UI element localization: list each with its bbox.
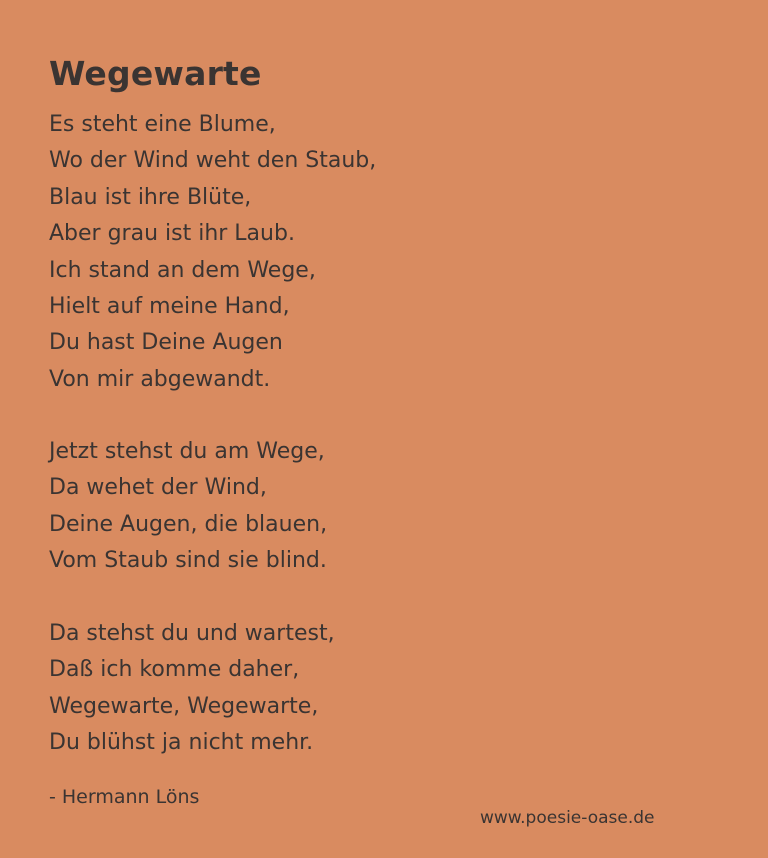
poem-line: Aber grau ist ihr Laub. — [49, 221, 295, 247]
stanza-3 — [49, 616, 335, 762]
poem-line: Du blühst ja nicht mehr. — [49, 730, 314, 756]
poem-line: Deine Augen, die blauen, — [49, 511, 328, 537]
poem-line: Blau ist ihre Blüte, — [49, 184, 252, 210]
poem-line: Daß ich komme daher, — [49, 657, 300, 683]
poem-line: Ich stand an dem Wege, — [49, 257, 316, 283]
stanza-1 — [49, 107, 376, 398]
poem-line: Jetzt stehst du am Wege, — [49, 439, 325, 464]
poem-line: Wo der Wind weht den Staub, — [49, 148, 377, 174]
stanza-2 — [49, 434, 327, 580]
poem-line: Da stehst du und wartest, — [49, 621, 335, 646]
poem-line: Wegewarte, Wegewarte, — [49, 693, 319, 719]
poem-line: Vom Staub sind sie blind. — [49, 548, 327, 574]
poem-line: Hielt auf meine Hand, — [49, 293, 290, 319]
website-url: www.poesie-oase.de — [480, 808, 655, 828]
poem-line: Da wehet der Wind, — [49, 475, 267, 501]
poem-line: Du hast Deine Augen — [49, 330, 283, 356]
poem-title: Wegewarte — [49, 54, 262, 93]
poem-author: - Hermann Löns — [49, 786, 200, 808]
poem-line: Von mir abgewandt. — [49, 366, 271, 392]
poem-line: Es steht eine Blume, — [49, 112, 276, 137]
